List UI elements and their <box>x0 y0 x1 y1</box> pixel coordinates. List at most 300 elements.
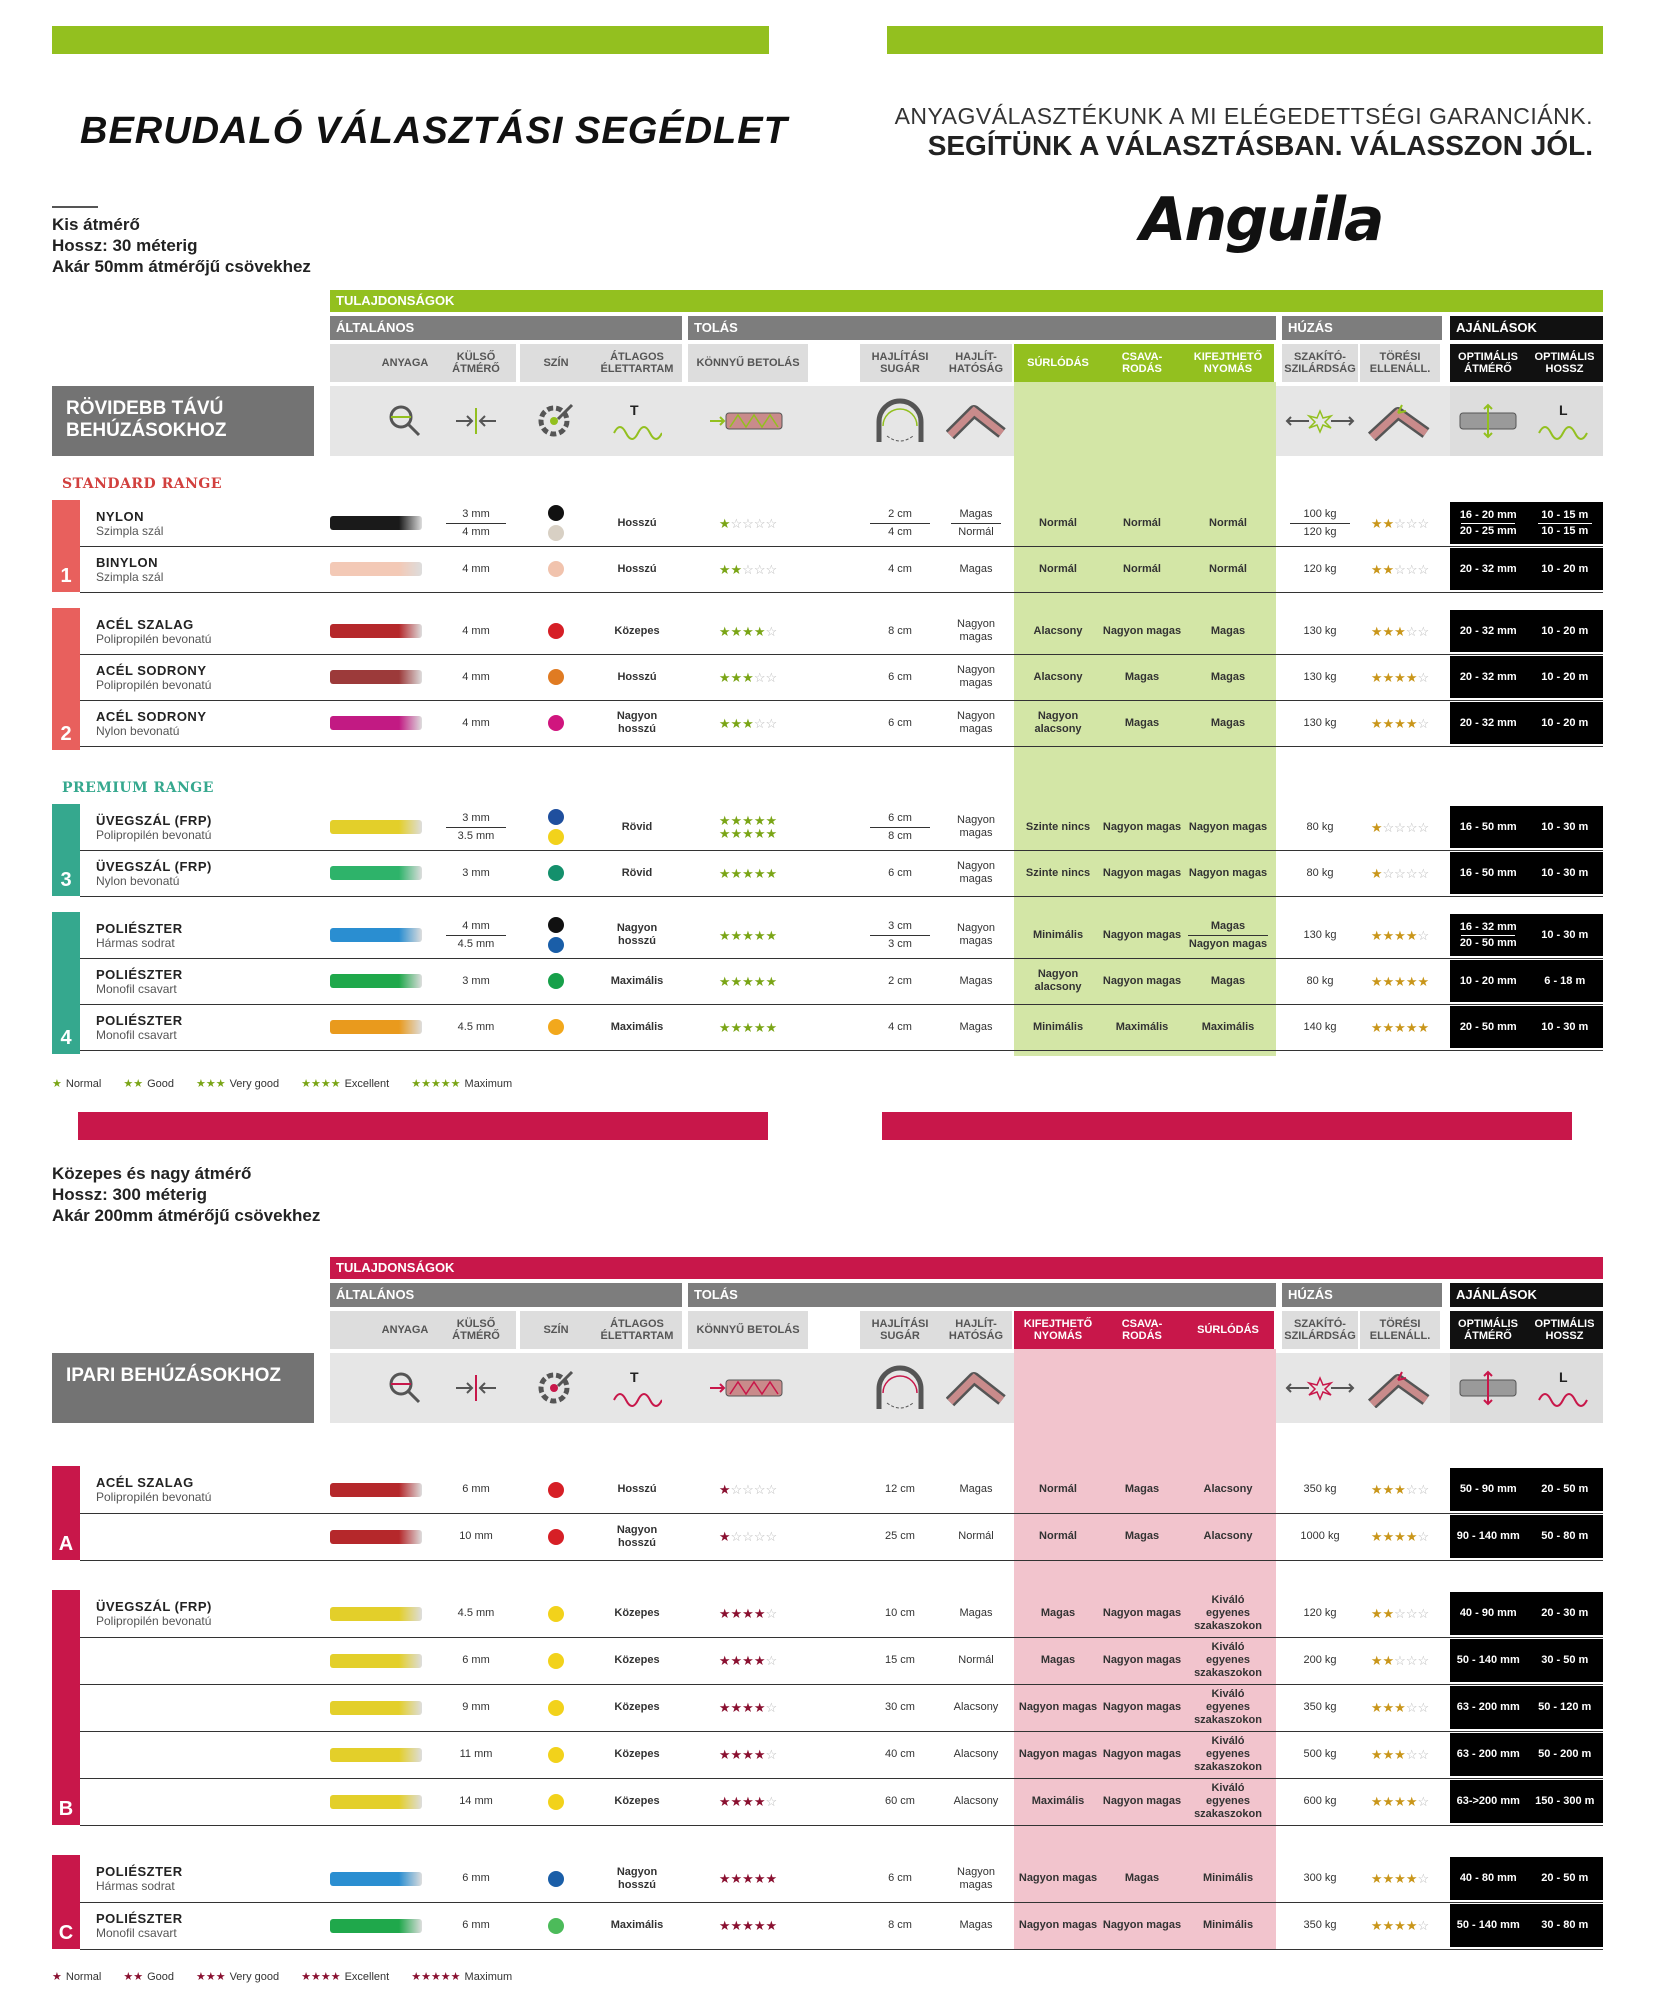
star-filled: ★ <box>1370 1700 1383 1715</box>
color-dots <box>548 973 564 989</box>
average-lifetime <box>592 700 682 746</box>
section1-info <box>52 206 311 277</box>
value-divider <box>1188 935 1268 936</box>
star-filled: ★ <box>718 515 731 531</box>
property-h1 <box>1014 1513 1102 1560</box>
star-filled: ★ <box>742 927 754 943</box>
recommendation-values <box>1450 716 1603 731</box>
optimal-diameter <box>1450 508 1527 539</box>
bendability-value: Nagyon magas <box>957 710 995 735</box>
color-dot <box>548 669 564 685</box>
optimal-diameter-value: 10 - 20 mm <box>1459 974 1517 987</box>
table-row <box>80 654 1603 701</box>
bend-radius <box>860 912 940 958</box>
break-resistance <box>1360 1684 1440 1731</box>
bendability <box>940 700 1012 746</box>
optimal-diameter <box>1450 562 1527 577</box>
bendability <box>940 1590 1012 1637</box>
color-swatch <box>520 1731 592 1778</box>
color-dots <box>548 561 564 577</box>
info-line-length: Hossz: 30 méterig <box>52 236 198 255</box>
easy-insertion-stars <box>719 1530 777 1543</box>
star-filled: ★ <box>1370 1019 1383 1035</box>
star-filled: ★ <box>1394 1794 1406 1809</box>
bend-radius <box>860 546 940 592</box>
color-dots <box>548 1794 564 1810</box>
optimal-diameter <box>1450 820 1527 835</box>
bend-radius-value: 8 cm <box>888 829 912 842</box>
cable-sample-image <box>330 1020 422 1034</box>
svg-text:T: T <box>630 1369 639 1385</box>
color-dot <box>548 809 564 825</box>
material-subtitle: Hármas sodrat <box>96 935 175 950</box>
recommendation-block <box>1450 852 1603 894</box>
star-filled: ★ <box>1405 973 1418 989</box>
property-value: Nagyon magas <box>1018 1872 1098 1884</box>
easy-insertion <box>688 546 808 592</box>
star-filled: ★ <box>1370 1529 1383 1544</box>
star-filled: ★ <box>718 561 731 577</box>
star-filled: ★ <box>1382 1747 1395 1762</box>
star-filled: ★ <box>1382 1653 1395 1668</box>
outer-diameter <box>436 1004 516 1050</box>
star-filled: ★ <box>1370 1871 1383 1886</box>
star-empty: ☆ <box>1405 1653 1418 1668</box>
average-lifetime <box>592 912 682 958</box>
optimal-length-value: 20 - 50 m <box>1541 1872 1589 1884</box>
property-value: Normál <box>1209 562 1247 575</box>
star-empty: ☆ <box>765 669 778 685</box>
properties-header-bar: TULAJDONSÁGOK <box>330 290 1603 312</box>
star-empty: ☆ <box>765 1700 778 1715</box>
property-h3 <box>1182 804 1274 850</box>
average-lifetime-value: Közepes <box>614 1654 660 1666</box>
easy-insertion <box>688 1731 808 1778</box>
break-resistance-stars <box>1371 1919 1429 1932</box>
cable-sample-image <box>330 928 422 942</box>
outer-diameter-value: 4 mm <box>462 525 490 538</box>
easy-insertion <box>688 850 808 896</box>
easy-insertion <box>688 1778 808 1825</box>
property-h2 <box>1102 1004 1182 1050</box>
outer-diameter-value: 6 mm <box>462 1919 490 1931</box>
material-name <box>96 912 183 958</box>
cable-sample-image <box>330 1919 422 1933</box>
break-resistance-stars <box>1371 975 1429 988</box>
optimal-length <box>1527 1871 1604 1886</box>
star-empty: ☆ <box>753 1482 766 1497</box>
star-filled: ★ <box>730 973 743 989</box>
star-filled: ★ <box>1382 669 1395 685</box>
star-filled: ★ <box>718 865 731 881</box>
material-name <box>96 1855 183 1902</box>
star-empty: ☆ <box>765 1747 778 1762</box>
property-h1 <box>1014 700 1102 746</box>
color-dots <box>548 917 564 953</box>
break-resistance <box>1360 500 1440 546</box>
table-row <box>80 850 1603 897</box>
star-filled: ★ <box>1394 1918 1406 1933</box>
average-lifetime-value: Közepes <box>614 1701 660 1713</box>
property-value: Minimális <box>1032 1020 1084 1033</box>
star-empty: ☆ <box>730 1529 743 1544</box>
column-header-bend: HAJLÍT-HATÓSÁG <box>940 344 1012 382</box>
legend-stars: ★★★ <box>195 1078 226 1090</box>
average-lifetime <box>592 1684 682 1731</box>
outer-diameter-value: 10 mm <box>459 1530 493 1542</box>
average-lifetime <box>592 850 682 896</box>
optimal-length <box>1527 866 1604 881</box>
column-header-h3: SÚRLÓDÁS <box>1182 1311 1274 1349</box>
break-resistance-stars <box>1371 1872 1429 1885</box>
bendability-value: Nagyon magas <box>957 860 995 885</box>
average-lifetime-value: Nagyon hosszú <box>616 1523 658 1549</box>
average-lifetime-value: Közepes <box>614 1607 660 1619</box>
break-resistance-stars <box>1371 867 1429 880</box>
property-h2 <box>1102 1637 1182 1684</box>
material-subtitle: Polipropilén bevonatú <box>96 1614 212 1628</box>
bend-radius-value: 60 cm <box>885 1795 915 1807</box>
bendability <box>940 1637 1012 1684</box>
property-h1 <box>1014 1731 1102 1778</box>
column-header-tensile: SZAKÍTÓ-SZILÁRDSÁG <box>1282 1311 1358 1349</box>
svg-text:L: L <box>1558 402 1568 418</box>
bendability <box>940 654 1012 700</box>
optimal-diameter <box>1450 1606 1527 1621</box>
column-header-brk: TÖRÉSI ELLENÁLL. <box>1360 1311 1440 1349</box>
property-value: Alacsony <box>1033 624 1083 637</box>
property-value: Nagyon magas <box>1188 937 1268 950</box>
property-h3 <box>1182 1855 1274 1902</box>
star-filled: ★ <box>718 927 731 943</box>
legend-stars: ★ <box>52 1078 62 1090</box>
life-icon <box>592 1353 682 1423</box>
recommendation-block <box>1450 1515 1603 1558</box>
easy-icon <box>688 1353 808 1423</box>
property-h2 <box>1102 1778 1182 1825</box>
break-resistance <box>1360 1004 1440 1050</box>
star-filled: ★ <box>718 1700 731 1715</box>
column-header-h2: CSAVA-RODÁS <box>1102 1311 1182 1349</box>
material-name-text: NYLON <box>96 508 144 524</box>
properties-header-bar: TULAJDONSÁGOK <box>330 1257 1603 1279</box>
star-filled: ★ <box>742 826 754 841</box>
legend-stars: ★★★★★ <box>411 1971 461 1983</box>
property-value: Szinte nincs <box>1025 820 1091 833</box>
average-lifetime-value: Hosszú <box>617 516 657 529</box>
bendability-value: Magas <box>959 1483 993 1495</box>
outer-diameter <box>436 1466 516 1513</box>
average-lifetime-value: Rövid <box>621 866 653 879</box>
legend-label: Maximum <box>464 1078 513 1090</box>
property-h1 <box>1014 1855 1102 1902</box>
color-dot <box>548 1700 564 1716</box>
optimal-diameter <box>1450 974 1527 989</box>
star-filled: ★ <box>730 1019 743 1035</box>
optimal-diameter-value: 50 - 90 mm <box>1459 1483 1517 1495</box>
color-dot <box>548 525 564 541</box>
average-lifetime <box>592 804 682 850</box>
bend-radius-value: 40 cm <box>885 1748 915 1760</box>
star-empty: ☆ <box>1405 623 1418 639</box>
optimal-length <box>1527 1747 1604 1762</box>
break-resistance-stars <box>1371 1530 1429 1543</box>
mid-left-accent-bar <box>78 1112 768 1140</box>
star-empty: ☆ <box>1405 865 1418 881</box>
property-h1 <box>1014 958 1102 1004</box>
optimal-length <box>1527 1020 1604 1035</box>
star-filled: ★ <box>718 813 731 828</box>
optimal-diameter-value: 50 - 140 mm <box>1456 1654 1520 1666</box>
average-lifetime <box>592 1637 682 1684</box>
material-name <box>96 500 163 546</box>
break-resistance <box>1360 912 1440 958</box>
legend-label: Excellent <box>344 1078 390 1090</box>
bend-icon <box>940 386 1012 456</box>
property-h2 <box>1102 804 1182 850</box>
outer-diameter <box>436 1731 516 1778</box>
legend-item <box>123 1078 174 1090</box>
radius-icon <box>860 386 940 456</box>
optimal-diameter <box>1450 670 1527 685</box>
bend-radius <box>860 1684 940 1731</box>
color-dots <box>548 1747 564 1763</box>
color-dot <box>548 1747 564 1763</box>
property-h3 <box>1182 500 1274 546</box>
material-subtitle: Nylon bevonatú <box>96 873 180 888</box>
color-icon <box>520 386 592 456</box>
property-h2 <box>1102 958 1182 1004</box>
bend-radius <box>860 654 940 700</box>
opt_d-icon <box>1450 1353 1526 1423</box>
star-filled: ★ <box>730 623 743 639</box>
star-empty: ☆ <box>765 515 778 531</box>
legend-label: Normal <box>65 1078 102 1090</box>
tensile-strength-value: 100 kg <box>1303 507 1337 520</box>
average-lifetime-value: Közepes <box>614 1748 660 1760</box>
star-empty: ☆ <box>765 623 778 639</box>
color-swatch <box>520 608 592 654</box>
star-filled: ★ <box>1394 1482 1406 1497</box>
color-swatch <box>520 1466 592 1513</box>
optimal-length-value: 10 - 20 m <box>1541 624 1589 637</box>
section-title: RÖVIDEBB TÁVÚ BEHÚZÁSOKHOZ <box>52 386 314 456</box>
property-value: Magas <box>1210 624 1246 637</box>
bendability-value: Nagyon magas <box>957 814 995 839</box>
outer-diameter <box>436 912 516 958</box>
average-lifetime <box>592 1466 682 1513</box>
star-filled: ★ <box>1405 927 1418 943</box>
star-filled: ★ <box>753 1606 766 1621</box>
break-resistance <box>1360 700 1440 746</box>
bendability <box>940 1855 1012 1902</box>
group-number-badge: 4 <box>52 912 80 1054</box>
page-title: BERUDALÓ VÁLASZTÁSI SEGÉDLET <box>80 110 788 152</box>
column-header-radius: HAJLÍTÁSI SUGÁR <box>860 344 940 382</box>
bend-radius <box>860 1731 940 1778</box>
average-lifetime <box>592 1902 682 1949</box>
break-resistance-stars <box>1371 717 1429 730</box>
material-name <box>96 958 183 1004</box>
optimal-length <box>1527 1529 1604 1544</box>
easy-insertion <box>688 1466 808 1513</box>
easy-insertion-stars <box>719 867 777 880</box>
easy-insertion-stars <box>719 1701 777 1714</box>
optimal-diameter-value: 63->200 mm <box>1456 1795 1520 1807</box>
star-empty: ☆ <box>1405 1747 1418 1762</box>
property-value: Nagyon magas <box>1102 1701 1182 1713</box>
optimal-length <box>1527 1794 1604 1809</box>
star-filled: ★ <box>765 865 778 881</box>
easy-icon <box>688 386 808 456</box>
property-h3 <box>1182 850 1274 896</box>
property-value: Nagyon magas <box>1102 1654 1182 1666</box>
star-filled: ★ <box>1382 1482 1395 1497</box>
material-name <box>96 608 211 654</box>
material-name-text: ACÉL SODRONY <box>96 662 207 678</box>
star-filled: ★ <box>1405 1529 1418 1544</box>
property-value: Magas <box>1210 919 1246 932</box>
optimal-length-value: 6 - 18 m <box>1544 974 1586 987</box>
bend-radius-value: 10 cm <box>885 1607 915 1619</box>
star-filled: ★ <box>730 1653 743 1668</box>
average-lifetime-value: Hosszú <box>617 562 657 575</box>
tensile-strength <box>1282 1778 1358 1825</box>
recommendation-values <box>1450 1871 1603 1886</box>
break-resistance-stars <box>1371 517 1429 530</box>
bendability-value: Nagyon magas <box>957 618 995 643</box>
outer-diameter-value: 6 mm <box>462 1872 490 1884</box>
star-filled: ★ <box>1370 865 1383 881</box>
optimal-diameter <box>1450 920 1527 951</box>
bendability <box>940 1684 1012 1731</box>
group-number-badge: 2 <box>52 608 80 750</box>
legend-item <box>411 1078 512 1090</box>
star-filled: ★ <box>1382 927 1395 943</box>
average-lifetime-value: Nagyon hosszú <box>616 1865 658 1891</box>
tensile-strength-value: 300 kg <box>1303 1872 1337 1884</box>
color-dot <box>548 1019 564 1035</box>
property-h2 <box>1102 850 1182 896</box>
star-empty: ☆ <box>1417 819 1430 835</box>
property-value: Magas <box>1040 1654 1076 1666</box>
star-filled: ★ <box>1370 1482 1383 1497</box>
property-h1 <box>1014 500 1102 546</box>
column-header-outer: KÜLSŐ ÁTMÉRŐ <box>436 1311 516 1349</box>
recommendation-values <box>1450 820 1603 835</box>
star-empty: ☆ <box>1417 865 1430 881</box>
value-divider <box>870 523 930 524</box>
legend-stars: ★★ <box>123 1078 144 1090</box>
average-lifetime <box>592 1778 682 1825</box>
property-value: Maximális <box>1201 1020 1255 1033</box>
legend-item <box>52 1078 101 1090</box>
value-divider <box>951 523 1001 524</box>
star-empty: ☆ <box>1405 1482 1418 1497</box>
column-header-h2: CSAVA-RODÁS <box>1102 344 1182 382</box>
tensile-strength-value: 140 kg <box>1303 1020 1337 1033</box>
property-value: Alacsony <box>1203 1483 1253 1495</box>
star-filled: ★ <box>1394 973 1406 989</box>
bendability <box>940 1778 1012 1825</box>
average-lifetime <box>592 1004 682 1050</box>
star-filled: ★ <box>1382 561 1395 577</box>
column-header-opt_l: OPTIMÁLIS HOSSZ <box>1526 344 1603 382</box>
table-row <box>80 1731 1603 1779</box>
star-filled: ★ <box>730 865 743 881</box>
optimal-diameter <box>1450 1794 1527 1809</box>
table-row <box>80 1684 1603 1732</box>
tensile-strength <box>1282 804 1358 850</box>
slogan-line-1: ANYAGVÁLASZTÉKUNK A MI ELÉGEDETTSÉGI GARANCIÁNK. <box>894 103 1593 129</box>
group-number-badge: A <box>52 1466 80 1560</box>
group-number-badge: B <box>52 1590 80 1825</box>
bendability-value: Normál <box>958 525 994 538</box>
bend-radius-value: 15 cm <box>885 1654 915 1666</box>
legend-item <box>196 1078 279 1090</box>
outer-diameter <box>436 1902 516 1949</box>
outer-diameter <box>436 1590 516 1637</box>
recommendation-block <box>1450 1904 1603 1947</box>
easy-insertion-stars <box>719 1795 777 1808</box>
material-subtitle: Hármas sodrat <box>96 1879 175 1893</box>
optimal-length <box>1527 624 1604 639</box>
property-value: Normál <box>1209 516 1247 529</box>
star-empty: ☆ <box>1405 1606 1418 1621</box>
tensile-strength <box>1282 1902 1358 1949</box>
outer-diameter <box>436 1684 516 1731</box>
property-h2 <box>1102 1902 1182 1949</box>
star-empty: ☆ <box>1394 561 1406 577</box>
property-value: Nagyon magas <box>1102 1919 1182 1931</box>
star-filled: ★ <box>1394 1747 1406 1762</box>
table-row <box>80 608 1603 655</box>
legend-stars: ★★★★ <box>301 1971 341 1983</box>
break-resistance-stars <box>1371 1607 1429 1620</box>
cable-sample-image <box>330 1607 422 1621</box>
property-h2 <box>1102 546 1182 592</box>
cable-sample-image <box>330 974 422 988</box>
star-filled: ★ <box>753 1794 766 1809</box>
property-value: Kiváló egyenes szakaszokon <box>1194 1782 1262 1820</box>
outer-diameter-value: 4.5 mm <box>457 937 495 950</box>
property-value: Magas <box>1210 716 1246 729</box>
bend-radius-value: 6 cm <box>888 716 912 729</box>
property-value: Nagyon magas <box>1102 866 1182 879</box>
tensile-strength-value: 600 kg <box>1303 1795 1337 1807</box>
optimal-diameter <box>1450 866 1527 881</box>
bendability-value: Alacsony <box>953 1795 999 1807</box>
bendability-value: Alacsony <box>953 1748 999 1760</box>
star-empty: ☆ <box>1417 669 1430 685</box>
color-dot <box>548 829 564 845</box>
optimal-diameter-value: 16 - 50 mm <box>1459 820 1517 833</box>
bend-radius-value: 6 cm <box>888 866 912 879</box>
star-empty: ☆ <box>742 1529 754 1544</box>
property-h3 <box>1182 1590 1274 1637</box>
optimal-length-value: 10 - 30 m <box>1541 820 1589 833</box>
property-h2 <box>1102 1684 1182 1731</box>
brand-logo: Anguila <box>1140 185 1383 255</box>
property-value: Maximális <box>1031 1795 1085 1807</box>
bendability-value: Nagyon magas <box>957 922 995 947</box>
table-row <box>80 546 1603 593</box>
bend-radius-value: 6 cm <box>888 811 912 824</box>
bendability-value: Magas <box>959 1607 993 1619</box>
star-empty: ☆ <box>1394 515 1406 531</box>
outer-diameter-value: 9 mm <box>462 1701 490 1713</box>
property-value: Kiváló egyenes szakaszokon <box>1194 1735 1262 1773</box>
